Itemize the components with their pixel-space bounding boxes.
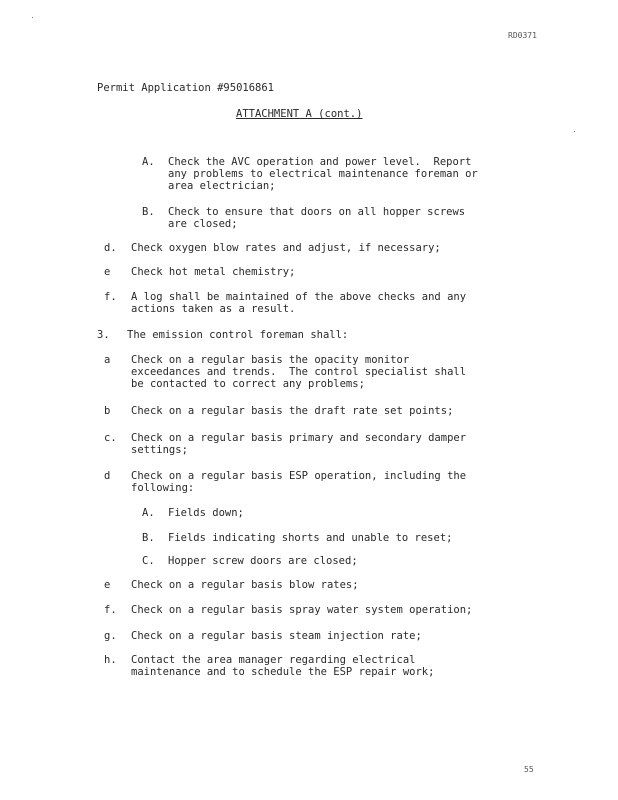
item-line: Check on a regular basis spray water system operation; — [131, 604, 473, 616]
item-label: B. — [142, 206, 155, 218]
item-line: Check on a regular basis steam injection rate; — [131, 630, 422, 642]
item-line: any problems to electrical maintenance foreman or — [168, 168, 478, 180]
scan-speck — [32, 17, 33, 18]
item-line: Check on a regular basis the opacity monitor — [131, 354, 410, 366]
item-line: exceedances and trends. The control specialist shall — [131, 366, 467, 378]
item-label: f. — [104, 604, 117, 616]
item-line: Check oxygen blow rates and adjust, if necessary; — [131, 242, 441, 254]
item-label: d. — [104, 242, 117, 254]
item-line: Check hot metal chemistry; — [131, 266, 296, 278]
item-line: maintenance and to schedule the ESP repair work; — [131, 666, 435, 678]
item-line: A log shall be maintained of the above checks and any — [131, 291, 467, 303]
document-id: RD0371 — [508, 31, 537, 40]
page-number: 55 — [524, 765, 534, 774]
item-line: Check to ensure that doors on all hopper screws — [168, 206, 466, 218]
item-line: area electrician; — [168, 180, 276, 192]
subitem-line: Fields indicating shorts and unable to reset; — [168, 532, 453, 544]
item-line: Check on a regular basis ESP operation, including the — [131, 470, 467, 482]
item-label: f. — [104, 291, 117, 303]
item-line: actions taken as a result. — [131, 303, 296, 315]
item-line: Check the AVC operation and power level. Report — [168, 156, 472, 168]
item-label: e — [104, 266, 111, 278]
item-label: h. — [104, 654, 117, 666]
subitem-label: A. — [142, 507, 155, 519]
item-label: g. — [104, 630, 117, 642]
item-line: are closed; — [168, 218, 238, 230]
item-label: a — [104, 354, 111, 366]
item-label: e — [104, 579, 111, 591]
item-line: settings; — [131, 444, 188, 456]
item-label: b — [104, 405, 111, 417]
subitem-line: Hopper screw doors are closed; — [168, 555, 358, 567]
subitem-label: B. — [142, 532, 155, 544]
item-line: be contacted to correct any problems; — [131, 378, 365, 390]
section-number: 3. — [97, 329, 110, 341]
item-label: d — [104, 470, 111, 482]
item-line: Check on a regular basis primary and secondary damper — [131, 432, 467, 444]
subitem-label: C. — [142, 555, 155, 567]
item-line: Check on a regular basis blow rates; — [131, 579, 359, 591]
item-label: c. — [104, 432, 117, 444]
item-line: Contact the area manager regarding electrical — [131, 654, 416, 666]
subitem-line: Fields down; — [168, 507, 244, 519]
scan-speck — [574, 131, 575, 132]
permit-number: Permit Application #95016861 — [97, 82, 275, 94]
item-line: following: — [131, 482, 195, 494]
attachment-title: ATTACHMENT A (cont.) — [236, 108, 363, 120]
section-heading: The emission control foreman shall: — [127, 329, 349, 341]
item-line: Check on a regular basis the draft rate set points; — [131, 405, 454, 417]
item-label: A. — [142, 156, 155, 168]
